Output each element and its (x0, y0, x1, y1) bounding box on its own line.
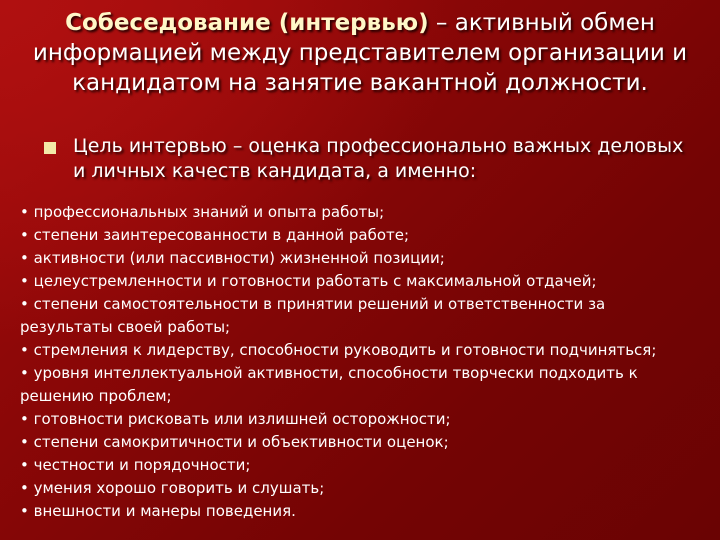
list-item: • умения хорошо говорить и слушать; (20, 479, 325, 497)
qualities-list (20, 201, 700, 523)
list-item: • активности (или пассивности) жизненной позиции; (20, 249, 445, 267)
list-item: • степени самокритичности и объективности оценок; (20, 433, 449, 451)
lead-text: Цель интервью – оценка профессионально важных деловых и личных качеств кандидата, а именно: (73, 135, 684, 182)
list-item: • внешности и манеры поведения. (20, 502, 296, 520)
list-item: • целеустремленности и готовности работать с максимальной отдачей; (20, 272, 597, 290)
list-item: • стремления к лидерству, способности руководить и готовности подчиняться; (20, 341, 657, 359)
square-bullet-icon (44, 142, 56, 154)
title-term: Собеседование (интервью) (65, 10, 429, 36)
list-item: • профессиональных знаний и опыта работы; (20, 203, 385, 221)
list-item: • степени самостоятельности в принятии решений и ответственности за результаты своей работы; (20, 295, 606, 336)
list-item: • готовности рисковать или излишней осторожности; (20, 410, 451, 428)
list-item: • уровня интеллектуальной активности, способности творчески подходить к решению проблем; (20, 364, 638, 405)
lead-bullet (44, 134, 684, 184)
slide-title (30, 8, 690, 98)
list-item: • честности и порядочности; (20, 456, 251, 474)
list-item: • степени заинтересованности в данной работе; (20, 226, 410, 244)
title-definition: – активный обмен информацией между представителем организации и кандидатом на занятие вакантной должности. (32, 10, 688, 96)
